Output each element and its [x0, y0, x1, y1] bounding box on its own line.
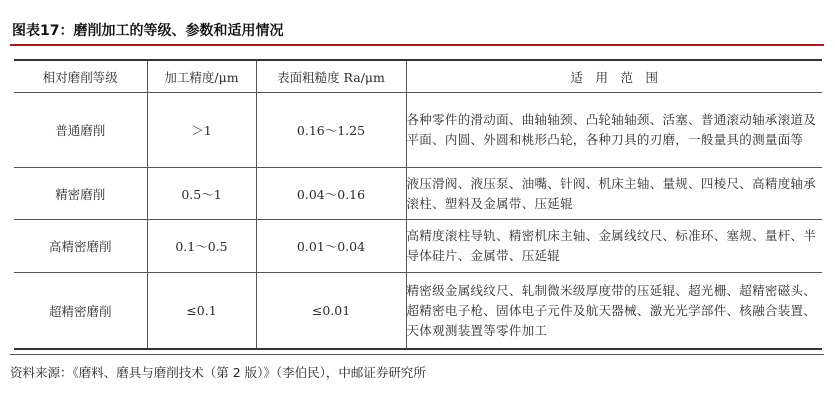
- cell-precision: 0.5～1: [147, 168, 256, 220]
- source-note: 资料来源：《磨料、磨具与磨削技术（第 2 版）》（李伯民），中邮证券研究所: [10, 354, 824, 381]
- column-header-usage: 适 用 范 围: [406, 60, 822, 93]
- cell-usage: 高精度滚柱导轨、精密机床主轴、金属线纹尺、标准环、塞规、量杆、半导体硅片、金属带、压延辊: [406, 220, 822, 273]
- grinding-table-container: [14, 59, 822, 350]
- cell-roughness: 0.04～0.16: [256, 168, 406, 220]
- cell-roughness: 0.01～0.04: [256, 220, 406, 273]
- table-row: [14, 273, 822, 350]
- cell-usage: 各种零件的滑动面、曲轴轴颈、凸轮轴轴颈、活塞、普通滚动轴承滚道及平面、内圆、外圆和桃形凸轮，各种刀具的刃磨，一般量具的测量面等: [406, 93, 822, 168]
- table-header-row: [14, 60, 822, 93]
- cell-usage: 精密级金属线纹尺、轧制微米级厚度带的压延辊、超光栅、超精密磁头、超精密电子枪、固体电子元件及航天器械、激光光学部件、核融合装置、天体观测装置等零件加工: [406, 273, 822, 350]
- table-row: [14, 93, 822, 168]
- table-row: [14, 220, 822, 273]
- cell-roughness: ≤0.01: [256, 273, 406, 350]
- figure-title: 图表17：磨削加工的等级、参数和适用情况: [12, 23, 284, 39]
- cell-precision: ＞1: [147, 93, 256, 168]
- figure-title-bar: [10, 20, 824, 46]
- cell-usage: 液压滑阀、液压泵、油嘴、针阀、机床主轴、量规、四棱尺、高精度轴承滚柱、塑料及金属带、压延辊: [406, 168, 822, 220]
- cell-roughness: 0.16～1.25: [256, 93, 406, 168]
- cell-precision: ≤0.1: [147, 273, 256, 350]
- cell-grade: 超精密磨削: [14, 273, 147, 350]
- table-row: [14, 168, 822, 220]
- column-header-grade: 相对磨削等级: [14, 60, 147, 93]
- grinding-grade-table: [14, 59, 822, 350]
- column-header-precision: 加工精度/μm: [147, 60, 256, 93]
- cell-grade: 普通磨削: [14, 93, 147, 168]
- column-header-roughness: 表面粗糙度 Ra/μm: [256, 60, 406, 93]
- cell-precision: 0.1～0.5: [147, 220, 256, 273]
- cell-grade: 精密磨削: [14, 168, 147, 220]
- cell-grade: 高精密磨削: [14, 220, 147, 273]
